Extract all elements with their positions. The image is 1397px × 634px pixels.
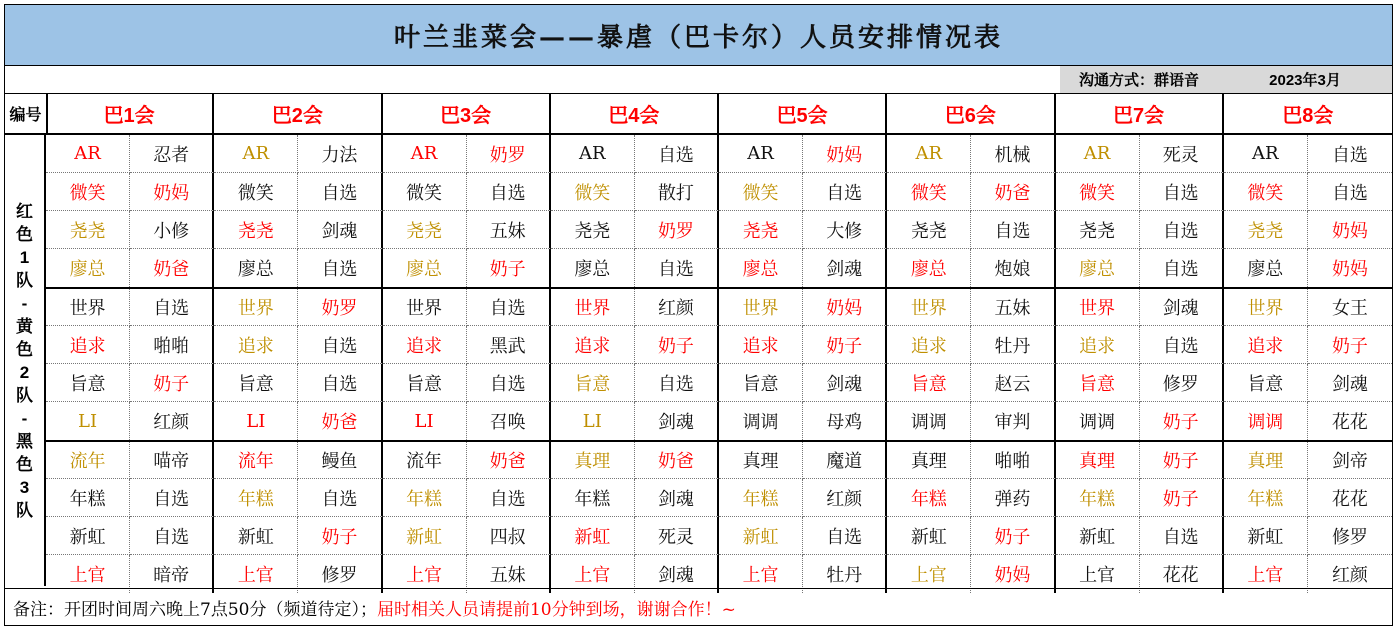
team-label-char: - — [21, 293, 28, 313]
member-name-cell: 真理 — [887, 441, 971, 479]
member-role-cell: 修罗 — [1140, 364, 1224, 402]
member-role-cell: 自选 — [467, 479, 551, 517]
member-role-cell: 自选 — [1308, 173, 1392, 211]
member-name-cell: 上官 — [383, 555, 467, 593]
member-role-cell: 奶子 — [1308, 326, 1392, 364]
member-name-cell: 年糕 — [1056, 479, 1140, 517]
member-name-cell: 真理 — [1056, 441, 1140, 479]
member-name-cell: AR — [383, 135, 467, 173]
group-header: 巴1会 — [46, 93, 214, 133]
member-role-cell: 奶罗 — [298, 288, 382, 326]
member-name-cell: 年糕 — [383, 479, 467, 517]
member-name-cell: 微笑 — [1056, 173, 1140, 211]
member-role-cell: 召唤 — [467, 402, 551, 440]
member-role-cell: 奶爸 — [971, 173, 1055, 211]
member-name-cell: 尧尧 — [383, 211, 467, 249]
schedule-date: 2023年3月 — [1218, 66, 1392, 93]
member-role-cell: 剑魂 — [298, 211, 382, 249]
member-role-cell: 剑魂 — [803, 364, 887, 402]
member-role-cell: 奶子 — [971, 517, 1055, 555]
member-name-cell: 上官 — [1224, 555, 1308, 593]
member-role-cell: 奶子 — [467, 249, 551, 287]
member-name-cell: 廖总 — [719, 249, 803, 287]
member-name-cell: 追求 — [214, 326, 298, 364]
member-name-cell: 新虹 — [887, 517, 971, 555]
member-name-cell: 廖总 — [1056, 249, 1140, 287]
member-name-cell: 追求 — [383, 326, 467, 364]
member-role-cell: 奶妈 — [803, 288, 887, 326]
member-role-cell: 四叔 — [467, 517, 551, 555]
number-column-header: 编号 — [5, 93, 48, 133]
member-name-cell: 旨意 — [719, 364, 803, 402]
member-name-cell: 微笑 — [214, 173, 298, 211]
member-role-cell: 剑魂 — [1140, 288, 1224, 326]
member-role-cell: 修罗 — [1308, 517, 1392, 555]
member-name-cell: 上官 — [887, 555, 971, 593]
member-name-cell: 世界 — [1056, 288, 1140, 326]
member-name-cell: 廖总 — [551, 249, 635, 287]
member-role-cell: 死灵 — [635, 517, 719, 555]
member-role-cell: 机械 — [971, 135, 1055, 173]
member-name-cell: 廖总 — [46, 249, 130, 287]
member-name-cell: 旨意 — [551, 364, 635, 402]
member-name-cell: 年糕 — [551, 479, 635, 517]
member-name-cell: 尧尧 — [1224, 211, 1308, 249]
group-header: 巴3会 — [383, 93, 551, 133]
member-name-cell: 世界 — [46, 288, 130, 326]
member-role-cell: 忍者 — [130, 135, 214, 173]
member-name-cell: 追求 — [46, 326, 130, 364]
member-name-cell: AR — [46, 135, 130, 173]
member-role-cell: 散打 — [635, 173, 719, 211]
team-label-char: - — [21, 408, 28, 428]
member-name-cell: 世界 — [719, 288, 803, 326]
member-role-cell: 花花 — [1308, 479, 1392, 517]
member-role-cell: 自选 — [1140, 517, 1224, 555]
member-name-cell: 新虹 — [214, 517, 298, 555]
member-role-cell: 牡丹 — [803, 555, 887, 593]
group-header: 巴2会 — [214, 93, 382, 133]
member-name-cell: 追求 — [887, 326, 971, 364]
team-label-char: 黑 — [16, 431, 33, 451]
member-name-cell: 旨意 — [214, 364, 298, 402]
member-role-cell: 自选 — [298, 173, 382, 211]
member-role-cell: 弹药 — [971, 479, 1055, 517]
member-name-cell: AR — [1056, 135, 1140, 173]
member-name-cell: 尧尧 — [1056, 211, 1140, 249]
member-name-cell: 尧尧 — [214, 211, 298, 249]
member-role-cell: 奶子 — [1140, 479, 1224, 517]
member-role-cell: 自选 — [1308, 135, 1392, 173]
team-label-char: 1 — [19, 247, 30, 267]
member-role-cell: 啪啪 — [130, 326, 214, 364]
member-role-cell: 奶子 — [298, 517, 382, 555]
member-role-cell: 奶爸 — [635, 441, 719, 479]
member-name-cell: 调调 — [1224, 402, 1308, 440]
team-label-char: 红 — [16, 201, 33, 221]
group-header: 巴4会 — [551, 93, 719, 133]
member-role-cell: 剑魂 — [635, 555, 719, 593]
member-role-cell: 自选 — [298, 479, 382, 517]
member-name-cell: AR — [1224, 135, 1308, 173]
member-name-cell: 微笑 — [887, 173, 971, 211]
member-name-cell: 流年 — [383, 441, 467, 479]
member-name-cell: AR — [887, 135, 971, 173]
member-name-cell: 调调 — [887, 402, 971, 440]
member-role-cell: 自选 — [130, 479, 214, 517]
member-name-cell: 旨意 — [383, 364, 467, 402]
member-role-cell: 五妹 — [467, 211, 551, 249]
member-role-cell: 剑魂 — [635, 402, 719, 440]
group-header: 巴8会 — [1282, 104, 1334, 127]
member-role-cell: 力法 — [298, 135, 382, 173]
member-role-cell: 鳗鱼 — [298, 441, 382, 479]
member-role-cell: 自选 — [635, 135, 719, 173]
subheader-bar — [5, 66, 1392, 94]
member-role-cell: 牡丹 — [971, 326, 1055, 364]
member-name-cell: 调调 — [1056, 402, 1140, 440]
member-role-cell: 自选 — [467, 364, 551, 402]
member-role-cell: 奶子 — [130, 364, 214, 402]
member-name-cell: LI — [46, 402, 130, 440]
member-role-cell: 自选 — [635, 364, 719, 402]
member-name-cell: 流年 — [46, 441, 130, 479]
member-name-cell: 追求 — [1056, 326, 1140, 364]
team-label-char: 色 — [16, 339, 33, 359]
member-name-cell: 真理 — [719, 441, 803, 479]
member-name-cell: 世界 — [383, 288, 467, 326]
member-name-cell: 新虹 — [46, 517, 130, 555]
member-role-cell: 自选 — [298, 326, 382, 364]
member-name-cell: 真理 — [1224, 441, 1308, 479]
team-label-column — [5, 135, 46, 586]
member-name-cell: 上官 — [46, 555, 130, 593]
team-separator — [46, 287, 1392, 289]
member-name-cell: 尧尧 — [719, 211, 803, 249]
member-name-cell: 世界 — [551, 288, 635, 326]
member-name-cell: 世界 — [1224, 288, 1308, 326]
member-name-cell: 新虹 — [551, 517, 635, 555]
member-role-cell: 奶罗 — [635, 211, 719, 249]
member-name-cell: 尧尧 — [46, 211, 130, 249]
member-name-cell: 微笑 — [383, 173, 467, 211]
member-role-cell: 自选 — [130, 288, 214, 326]
member-name-cell: 微笑 — [719, 173, 803, 211]
team-label-char: 黄 — [16, 316, 33, 336]
member-name-cell: 调调 — [719, 402, 803, 440]
member-name-cell: 新虹 — [383, 517, 467, 555]
member-name-cell: 廖总 — [887, 249, 971, 287]
member-name-cell: 上官 — [551, 555, 635, 593]
member-name-cell: 年糕 — [719, 479, 803, 517]
member-name-cell: 旨意 — [1224, 364, 1308, 402]
member-role-cell: 花花 — [1331, 412, 1368, 433]
member-name-cell: 流年 — [214, 441, 298, 479]
member-name-cell: 世界 — [887, 288, 971, 326]
member-role-cell: 女王 — [1308, 288, 1392, 326]
member-role-cell: 死灵 — [1140, 135, 1224, 173]
member-name-cell: 新虹 — [719, 517, 803, 555]
member-role-cell: 红颜 — [130, 402, 214, 440]
member-role-cell: 奶子 — [1140, 441, 1224, 479]
member-role-cell: 奶妈 — [1331, 259, 1368, 280]
member-name-cell: 追求 — [719, 326, 803, 364]
team-label-char: 队 — [16, 500, 33, 520]
team-label-char: 队 — [16, 385, 33, 405]
group-header: 巴6会 — [887, 93, 1055, 133]
member-role-cell: 红颜 — [635, 288, 719, 326]
member-name-cell: 上官 — [1056, 555, 1140, 593]
member-name-cell: 上官 — [214, 555, 298, 593]
member-role-cell: 审判 — [971, 402, 1055, 440]
member-name-cell: LI — [383, 402, 467, 440]
member-role-cell: 奶爸 — [467, 441, 551, 479]
member-role-cell: 啪啪 — [971, 441, 1055, 479]
member-role-cell: 母鸡 — [803, 402, 887, 440]
member-name-cell: 真理 — [551, 441, 635, 479]
member-role-cell: 黑武 — [467, 326, 551, 364]
member-role-cell: 剑帝 — [1308, 441, 1392, 479]
member-role-cell: 奶爸 — [130, 249, 214, 287]
team-label-char: 队 — [16, 270, 33, 290]
member-role-cell: 自选 — [803, 517, 887, 555]
member-name-cell: 年糕 — [1224, 479, 1308, 517]
member-role-cell: 赵云 — [971, 364, 1055, 402]
member-role-cell: 自选 — [803, 173, 887, 211]
member-role-cell: 自选 — [1140, 173, 1224, 211]
member-name-cell: 世界 — [214, 288, 298, 326]
member-name-cell: 廖总 — [383, 249, 467, 287]
group-header: 巴7会 — [1056, 93, 1224, 133]
member-role-cell: 喵帝 — [130, 441, 214, 479]
footer-note — [5, 588, 1392, 625]
member-role-cell: 奶罗 — [467, 135, 551, 173]
member-name-cell: AR — [551, 135, 635, 173]
member-role-cell: 自选 — [298, 364, 382, 402]
member-role-cell: 奶子 — [1140, 402, 1224, 440]
member-name-cell: AR — [214, 135, 298, 173]
member-role-cell: 奶妈 — [1308, 211, 1392, 249]
member-name-cell: 旨意 — [46, 364, 130, 402]
member-role-cell: 自选 — [1140, 211, 1224, 249]
member-role-cell: 红颜 — [1331, 565, 1368, 586]
team-label-char: 色 — [16, 224, 33, 244]
member-name-cell: 微笑 — [46, 173, 130, 211]
team-label-char: 色 — [16, 454, 33, 474]
contact-method: 沟通方式：群语音 — [1060, 66, 1218, 93]
member-role-cell: 奶妈 — [971, 555, 1055, 593]
member-role-cell: 自选 — [635, 249, 719, 287]
note-highlight: 届时相关人员请提前10分钟到场，谢谢合作！~ — [376, 599, 736, 620]
member-name-cell: 年糕 — [46, 479, 130, 517]
member-name-cell: LI — [551, 402, 635, 440]
group-header: 巴5会 — [719, 93, 887, 133]
member-name-cell: 旨意 — [887, 364, 971, 402]
team-label-char: 2 — [19, 362, 30, 382]
schedule-sheet — [4, 4, 1393, 626]
member-role-cell: 红颜 — [803, 479, 887, 517]
member-role-cell: 剑魂 — [635, 479, 719, 517]
member-role-cell: 自选 — [467, 288, 551, 326]
member-role-cell: 奶妈 — [130, 173, 214, 211]
member-name-cell: 新虹 — [1224, 517, 1308, 555]
member-name-cell: LI — [214, 402, 298, 440]
member-role-cell: 奶子 — [803, 326, 887, 364]
member-role-cell: 剑魂 — [1308, 364, 1392, 402]
member-name-cell: 尧尧 — [551, 211, 635, 249]
member-name-cell: 廖总 — [214, 249, 298, 287]
member-name-cell: 旨意 — [1056, 364, 1140, 402]
member-role-cell: 自选 — [971, 211, 1055, 249]
member-name-cell: 新虹 — [1056, 517, 1140, 555]
member-role-cell: 自选 — [298, 249, 382, 287]
member-name-cell: 年糕 — [214, 479, 298, 517]
member-role-cell: 修罗 — [298, 555, 382, 593]
member-name-cell: 上官 — [719, 555, 803, 593]
member-role-cell: 自选 — [1140, 326, 1224, 364]
member-role-cell: 炮娘 — [971, 249, 1055, 287]
member-name-cell: 追求 — [1224, 326, 1308, 364]
member-role-cell: 魔道 — [803, 441, 887, 479]
member-role-cell: 自选 — [467, 173, 551, 211]
member-role-cell: 自选 — [1140, 249, 1224, 287]
member-role-cell: 自选 — [130, 517, 214, 555]
group-header-row — [5, 93, 1392, 135]
team-separator — [46, 440, 1392, 442]
member-role-cell: 五妹 — [971, 288, 1055, 326]
member-role-cell: 奶子 — [635, 326, 719, 364]
team-label-char: 3 — [19, 477, 30, 497]
member-name-cell: AR — [719, 135, 803, 173]
member-name-cell: 微笑 — [1224, 173, 1308, 211]
page-title: 叶兰韭菜会——暴虐（巴卡尔）人员安排情况表 — [5, 5, 1392, 66]
member-name-cell: 微笑 — [551, 173, 635, 211]
member-name-cell: 年糕 — [887, 479, 971, 517]
member-name-cell: 廖总 — [1224, 249, 1308, 287]
member-role-cell: 奶爸 — [298, 402, 382, 440]
member-name-cell: 追求 — [551, 326, 635, 364]
member-role-cell: 剑魂 — [803, 249, 887, 287]
note-text: 备注：开团时间周六晚上7点50分（频道待定）； — [13, 599, 377, 620]
member-role-cell: 小修 — [130, 211, 214, 249]
member-role-cell: 奶妈 — [803, 135, 887, 173]
member-role-cell: 暗帝 — [130, 555, 214, 593]
member-role-cell: 花花 — [1140, 555, 1224, 593]
member-name-cell: 尧尧 — [887, 211, 971, 249]
member-role-cell: 五妹 — [467, 555, 551, 593]
member-role-cell: 大修 — [803, 211, 887, 249]
